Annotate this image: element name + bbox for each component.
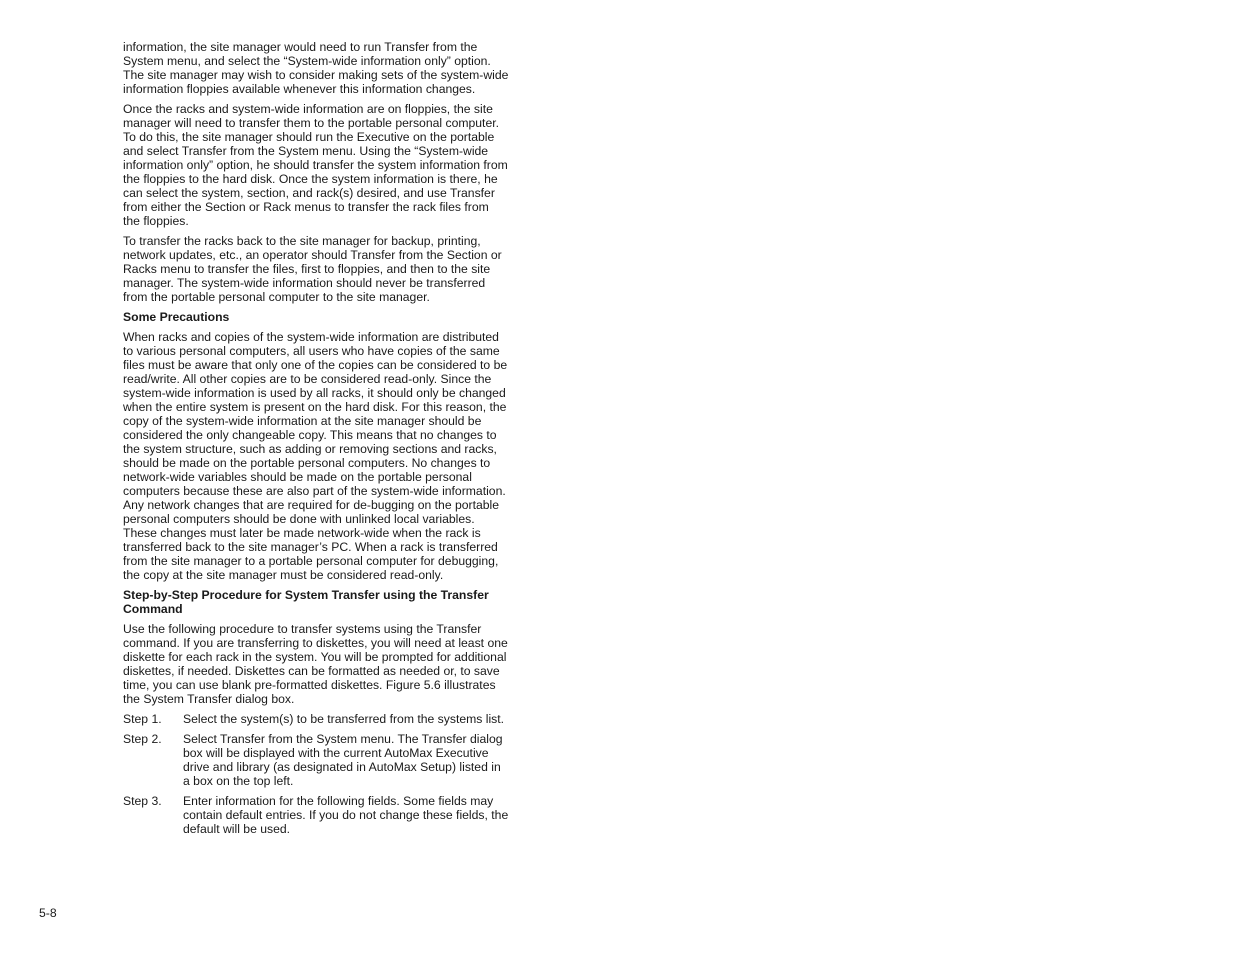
paragraph-intro-1: information, the site manager would need to run Transfer from the System menu, and select the “System-wide information only” option. The site manager may wish to consider making sets of the system-wide information floppies available whenever this information changes. xyxy=(123,40,509,96)
paragraph-intro-3: To transfer the racks back to the site manager for backup, printing, network updates, etc., an operator should Transfer from the Section or Racks menu to transfer the files, first to floppies, and then to the site manager. The system-wide information should never be transferred from the portable personal computer to the site manager. xyxy=(123,234,502,304)
step-label: Step 1. xyxy=(123,712,162,726)
paragraph-precautions: When racks and copies of the system-wide information are distributed to various personal computers, all users who have copies of the same files must be aware that only one of the copies can be considered to be read/write. All other copies are to be considered read-only. Since the system-wide information is used by all racks, it should only be changed when the entire system is present on the hard disk. For this reason, the copy of the system-wide information at the site manager should be considered the only changeable copy. This means that no changes to the system structure, such as adding or removing sections and racks, should be made on the portable personal computers. No changes to network-wide variables should be made on the portable personal computers because these are also part of the system-wide information. Any network changes that are required for de-bugging on the portable personal computers should be done with unlinked local variables. These changes must later be made network-wide when the rack is transferred back to the site manager’s PC. When a rack is transferred from the site manager to a portable personal computer for debugging, the copy at the site manager must be considered read-only. xyxy=(123,330,508,582)
step-text: Select the system(s) to be transferred from the systems list. xyxy=(183,712,505,726)
step-text: Select Transfer from the System menu. The Transfer dialog box will be displayed with the current AutoMax Executive drive and library (as designated in AutoMax Setup) listed in a box on the top left. xyxy=(183,732,503,788)
text-column xyxy=(123,40,509,842)
page-number: 5-8 xyxy=(39,906,57,920)
step-label: Step 2. xyxy=(123,732,162,746)
step-3 xyxy=(123,794,509,836)
step-label: Step 3. xyxy=(123,794,162,808)
heading-procedure: Step-by-Step Procedure for System Transfer using the Transfer Command xyxy=(123,588,489,616)
paragraph-intro-2: Once the racks and system-wide information are on floppies, the site manager will need to transfer them to the portable personal computer. To do this, the site manager should run the Executive on the portable and select Transfer from the System menu. Using the “System-wide information only” option, he should transfer the system information from the floppies to the hard disk. Once the system information is there, he can select the system, section, and rack(s) desired, and use Transfer from either the Section or Rack menus to transfer the rack files from the floppies. xyxy=(123,102,508,228)
step-1 xyxy=(123,712,509,726)
step-2 xyxy=(123,732,509,788)
step-text: Enter information for the following fields. Some fields may contain default entries. If you do not change these fields, the default will be used. xyxy=(183,794,509,836)
paragraph-procedure: Use the following procedure to transfer systems using the Transfer command. If you are transferring to diskettes, you will need at least one diskette for each rack in the system. You will be prompted for additional diskettes, if needed. Diskettes can be formatted as needed or, to save time, you can use blank pre-formatted diskettes. Figure 5.6 illustrates the System Transfer dialog box. xyxy=(123,622,508,706)
heading-precautions: Some Precautions xyxy=(123,310,230,324)
